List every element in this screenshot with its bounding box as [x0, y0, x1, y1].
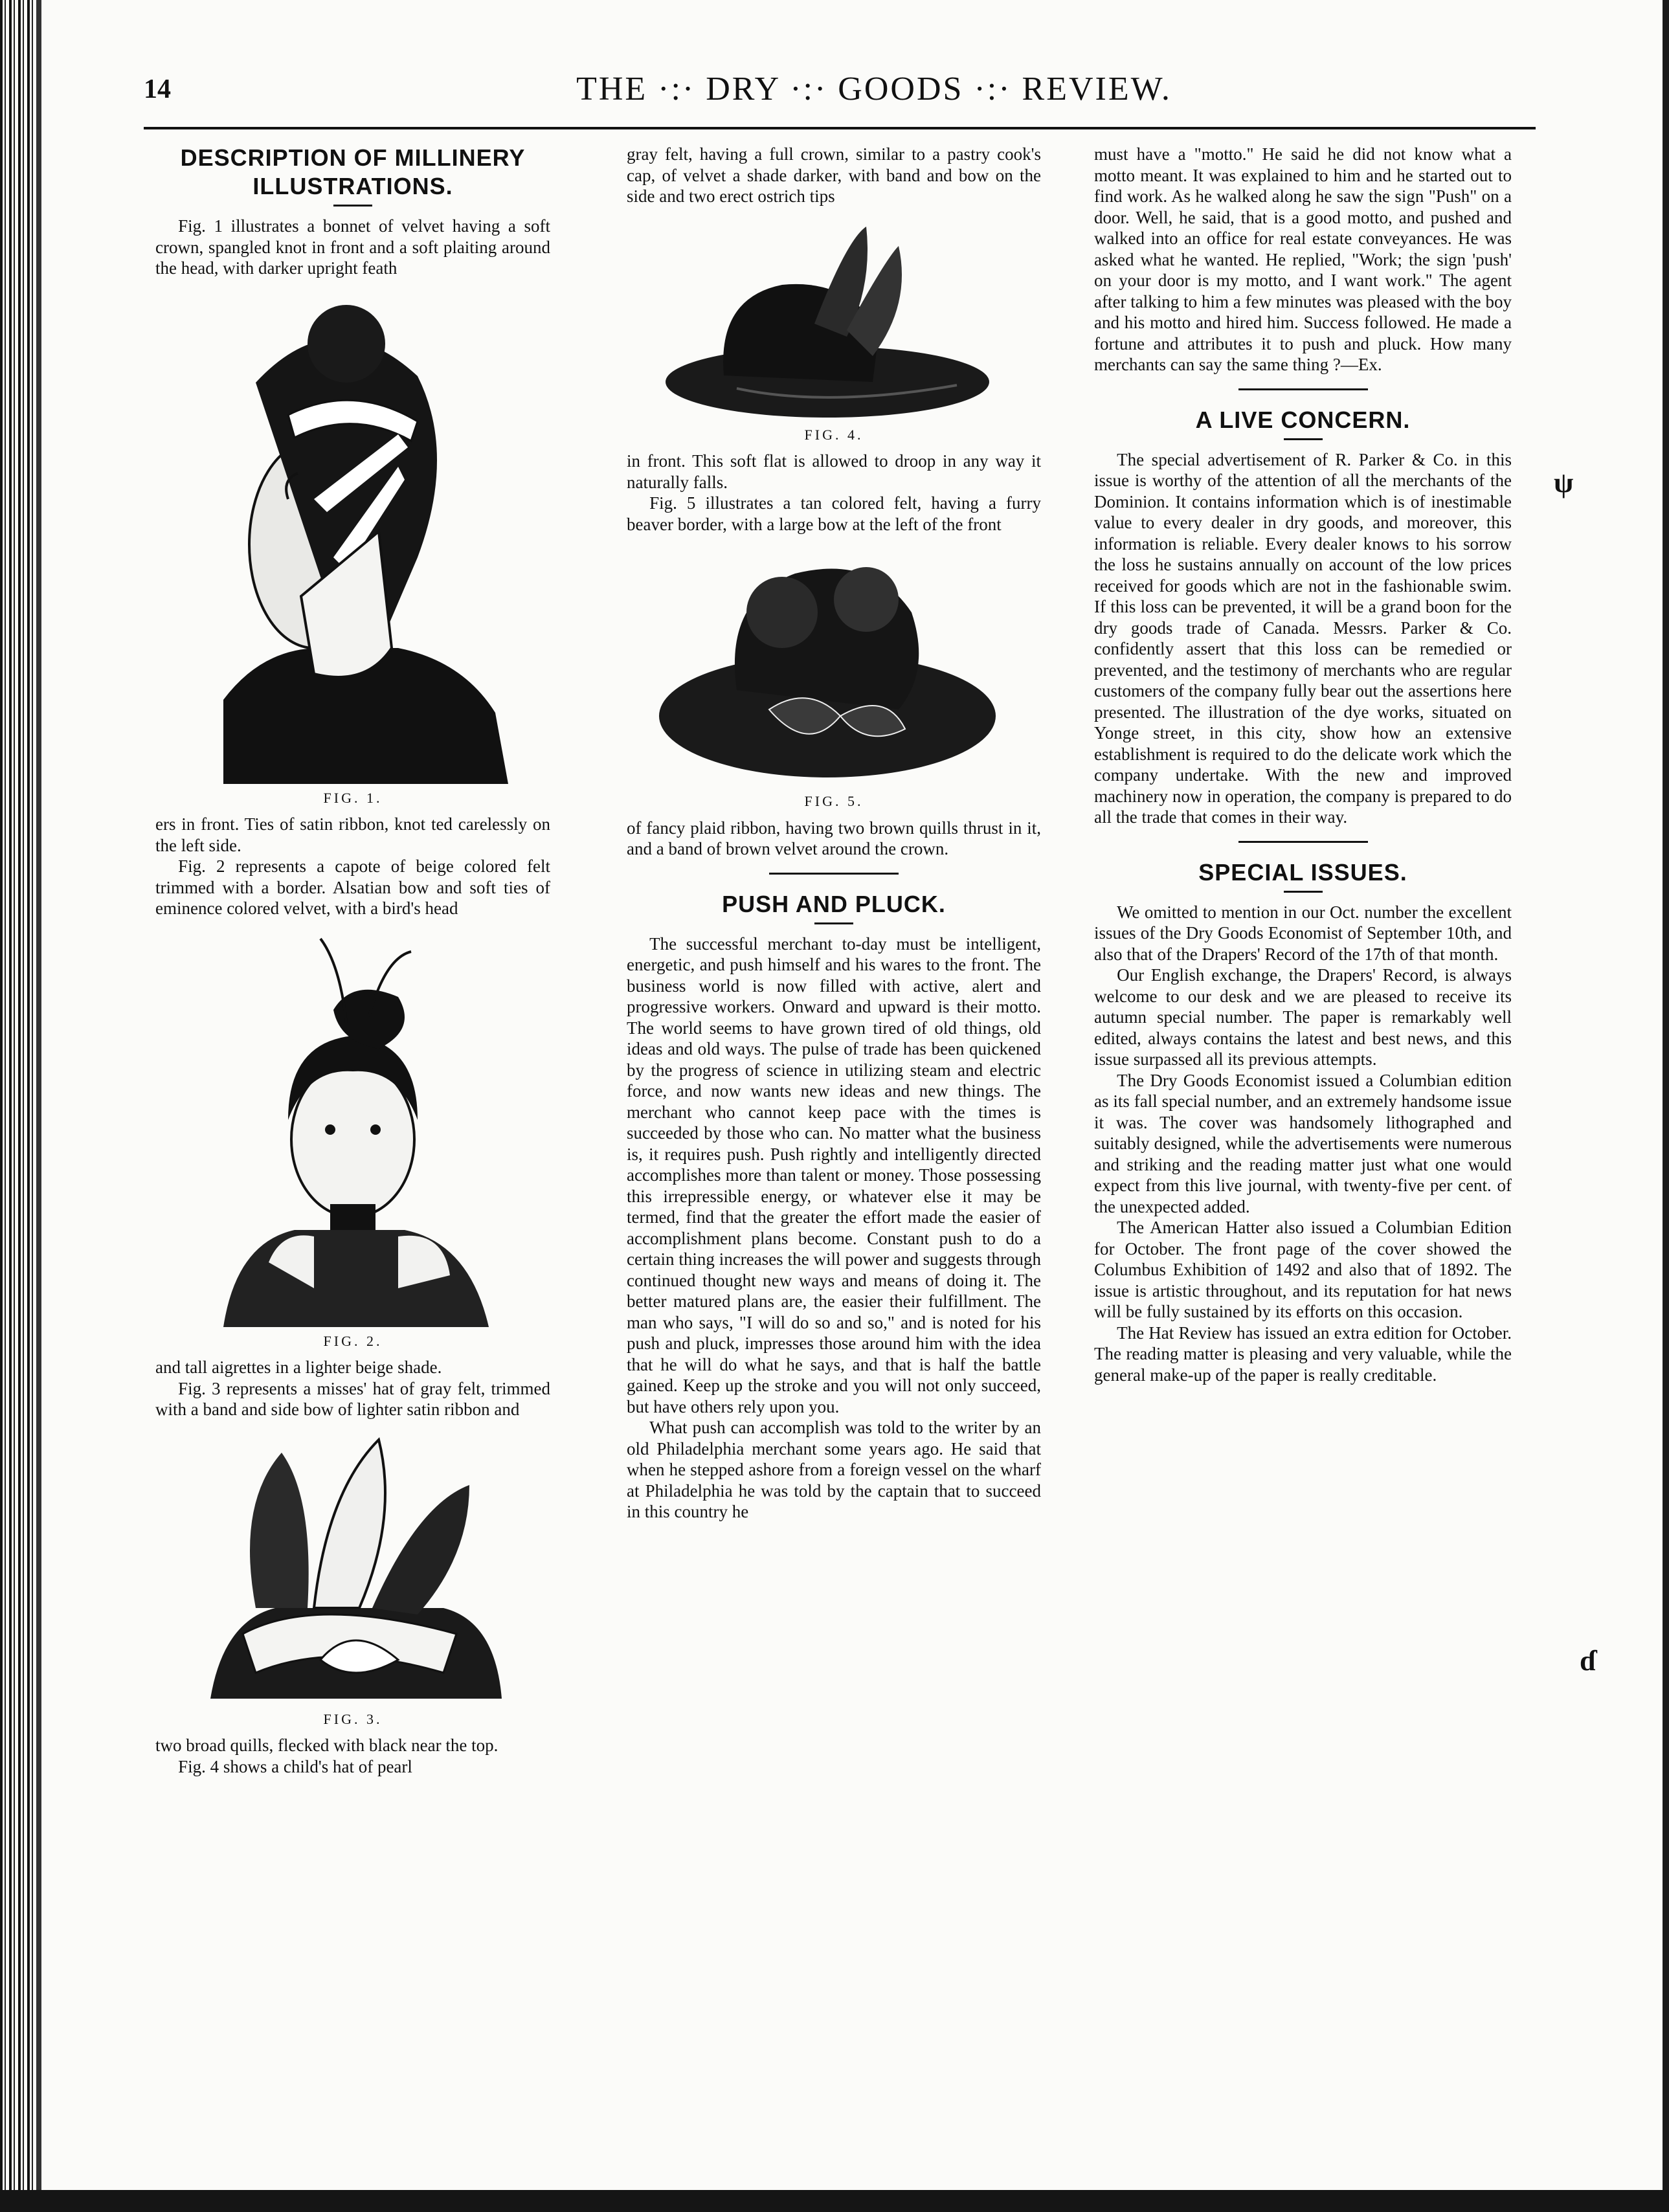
article-title-special-issues: SPECIAL ISSUES.	[1198, 858, 1407, 886]
paragraph: Fig. 5 illustrates a tan colored felt, having a furry beaver border, with a large bow at the left of the front	[627, 493, 1041, 534]
column-3	[1094, 144, 1512, 1385]
title-dash	[333, 205, 372, 207]
title-dash	[814, 922, 853, 924]
figure-1-caption: FIG. 1.	[323, 789, 383, 806]
margin-mark: ɗ	[1580, 1645, 1596, 1677]
page-number: 14	[144, 74, 171, 104]
masthead-title: THE ·:· DRY ·:· GOODS ·:· REVIEW.	[576, 71, 1172, 107]
paragraph: Fig. 3 represents a misses' hat of gray felt, trimmed with a band and side bow of lighter satin ribbon and	[155, 1378, 550, 1419]
article-title-live-concern: A LIVE CONCERN.	[1195, 406, 1411, 433]
figure-3-caption: FIG. 3.	[323, 1710, 383, 1727]
article-title-millinery: DESCRIPTION OF MILLINERY ILLUSTRATIONS.	[180, 144, 526, 199]
paragraph: of fancy plaid ribbon, having two brown quills thrust in it, and a band of brown velvet around the crown.	[627, 818, 1041, 858]
paragraph: Our English exchange, the Drapers' Record, is always welcome to our desk and we are pleased to receive its autumn special number. The paper is remarkably well edited, always contains the latest and best news, and this issue surpassed all its previous attempts.	[1094, 965, 1512, 1069]
section-rule	[1238, 841, 1368, 843]
figure-3-misses-hat-illustration	[185, 1427, 521, 1705]
section-rule	[1238, 388, 1368, 390]
figure-4-caption: FIG. 4.	[804, 426, 864, 443]
paragraph: in front. This soft flat is allowed to droop in any way it naturally falls.	[627, 451, 1041, 492]
paragraph: ers in front. Ties of satin ribbon, knot ted carelessly on the left side.	[155, 814, 550, 855]
figure-5-tan-felt-hat-illustration	[653, 541, 1015, 787]
header-rule	[144, 127, 1536, 129]
paragraph: The special advertisement of R. Parker & Co. in this issue is worthy of the attention of all the merchants of the Dominion. It contains information which is of inestimable value to every dealer in dry goods, and moreover, this information is reliable. Every dealer knows to his sorrow the loss he sustains annually on account of the low prices received for goods which are not in the fashionable swim. If this loss can be prevented, it will be a grand boon for the dry goods trade of Canada. Messrs. Parker & Co. confidently assert that this loss can be remedied or prevented, and the testimony of merchants who are regular customers of the company fully bear out the assertions here presented. The illustration of the dye works, situated on Yonge street, in this city, show how an extensive establishment is required to do the delicate work which the company undertake. With the new and improved machinery now in operation, the company is prepared to do all the trade that comes in their way.	[1094, 449, 1512, 827]
binding-edge	[0, 0, 36, 2212]
figure-5-caption: FIG. 5.	[804, 793, 864, 809]
paragraph: and tall aigrettes in a lighter beige shade.	[155, 1357, 442, 1377]
paragraph: Fig. 2 represents a capote of beige colored felt trimmed with a border. Alsatian bow and soft ties of eminence colored velvet, with a bird's head	[155, 856, 550, 918]
figure-2-caption: FIG. 2.	[323, 1332, 383, 1349]
paragraph: two broad quills, flecked with black near the top.	[155, 1736, 498, 1755]
paragraph: The successful merchant to-day must be intelligent, energetic, and push himself and his wares to the front. The business world is now filled with active, alert and progressive workers. Onward and upward is their motto. The world seems to have grown tired of old things, old ideas and old ways. The pulse of trade has been quickened by the progress of science in utilizing steam and electric force, and now wants new ideas and new things. The merchant who cannot keep pace with the times is succeeded by those who can. No matter what the business is, it requires push. Push rightly and intelligently directed accomplishes more than talent or money. Those possessing this irrepressible energy, or whatever else it may be termed, find that the greater the effort made the easier of accomplishment plans become. Constant push to do a certain thing increases the will power and suggests through continued thought new ways and means of doing it. The better matured plans are, the easier their fulfillment. The man who says, "I will do so and so," and is noted for his push and pluck, impresses those around him with the idea that he will do what he says, and that is half the battle gained. Keep up the stroke and you will not only succeed, but have others rely upon you.	[627, 933, 1041, 1416]
paragraph: gray felt, having a full crown, similar to a pastry cook's cap, of velvet a shade darker, with band and bow on the side and two erect ostrich tips	[627, 144, 1041, 206]
figure-2-capote-illustration	[185, 926, 521, 1327]
paragraph: The American Hatter also issued a Columbian Edition for October. The front page of the cover showed the Columbus Exhibition of 1492 and also that of 1892. The issue is artistic throughout, and its reputation for hat news will be fully sustained by its efforts on this occasion.	[1094, 1218, 1512, 1321]
paragraph: The Hat Review has issued an extra edition for October. The reading matter is pleasing and very valuable, while the general make-up of the paper is really creditable.	[1094, 1323, 1512, 1385]
paragraph: What push can accomplish was told to the writer by an old Philadelphia merchant some years ago. He said that when he stepped ashore from a foreign vessel on the wharf at Philadelphia he was told by the captain that to succeed in this country he	[627, 1418, 1041, 1521]
right-edge-rule	[1663, 0, 1669, 2212]
paragraph: must have a "motto." He said he did not know what a motto meant. It was explained to him and he started out to find work. As he walked along he saw the sign "Push" on a door. Well, he said, that is a good motto, and pushed and walked into an office for real estate conveyances. He was asked what he wanted. He replied, "Work; the sign 'push' on your door is my motto, and I want work." The agent after talking to him a few minutes was pleased with the boy and his motto and hired him. Success followed. He made a fortune and attributes it to push and pluck. How many merchants can say the same thing ?—Ex.	[1094, 144, 1512, 374]
column-2	[627, 144, 1041, 1523]
figure-1-bonnet-illustration	[185, 285, 521, 784]
figure-4-childs-hat-illustration	[653, 214, 1015, 421]
title-dash	[1284, 891, 1323, 893]
paragraph: We omitted to mention in our Oct. number the excellent issues of the Dry Goods Economist of September 10th, and also that of the Drapers' Record of the 17th of that month.	[1094, 902, 1512, 964]
margin-mark: ψ	[1554, 467, 1574, 498]
title-dash	[1284, 438, 1323, 440]
paragraph: The Dry Goods Economist issued a Columbian edition as its fall special number, and an extremely handsome issue it was. The cover was handsomely lithographed and suitably designed, while the advertisements were numerous and striking and the reading matter just what one would expect from this live journal, with twenty-five per cent. of the unexpected added.	[1094, 1070, 1512, 1216]
section-rule	[769, 873, 899, 875]
paragraph: Fig. 4 shows a child's hat of pearl	[178, 1756, 412, 1776]
bottom-edge	[0, 2190, 1669, 2212]
article-title-push-and-pluck: PUSH AND PLUCK.	[722, 890, 946, 917]
column-1	[155, 144, 550, 1777]
binding-shadow	[36, 0, 41, 2212]
paragraph: Fig. 1 illustrates a bonnet of velvet having a soft crown, spangled knot in front and a soft plaiting around the head, with darker upright feath	[155, 216, 550, 278]
